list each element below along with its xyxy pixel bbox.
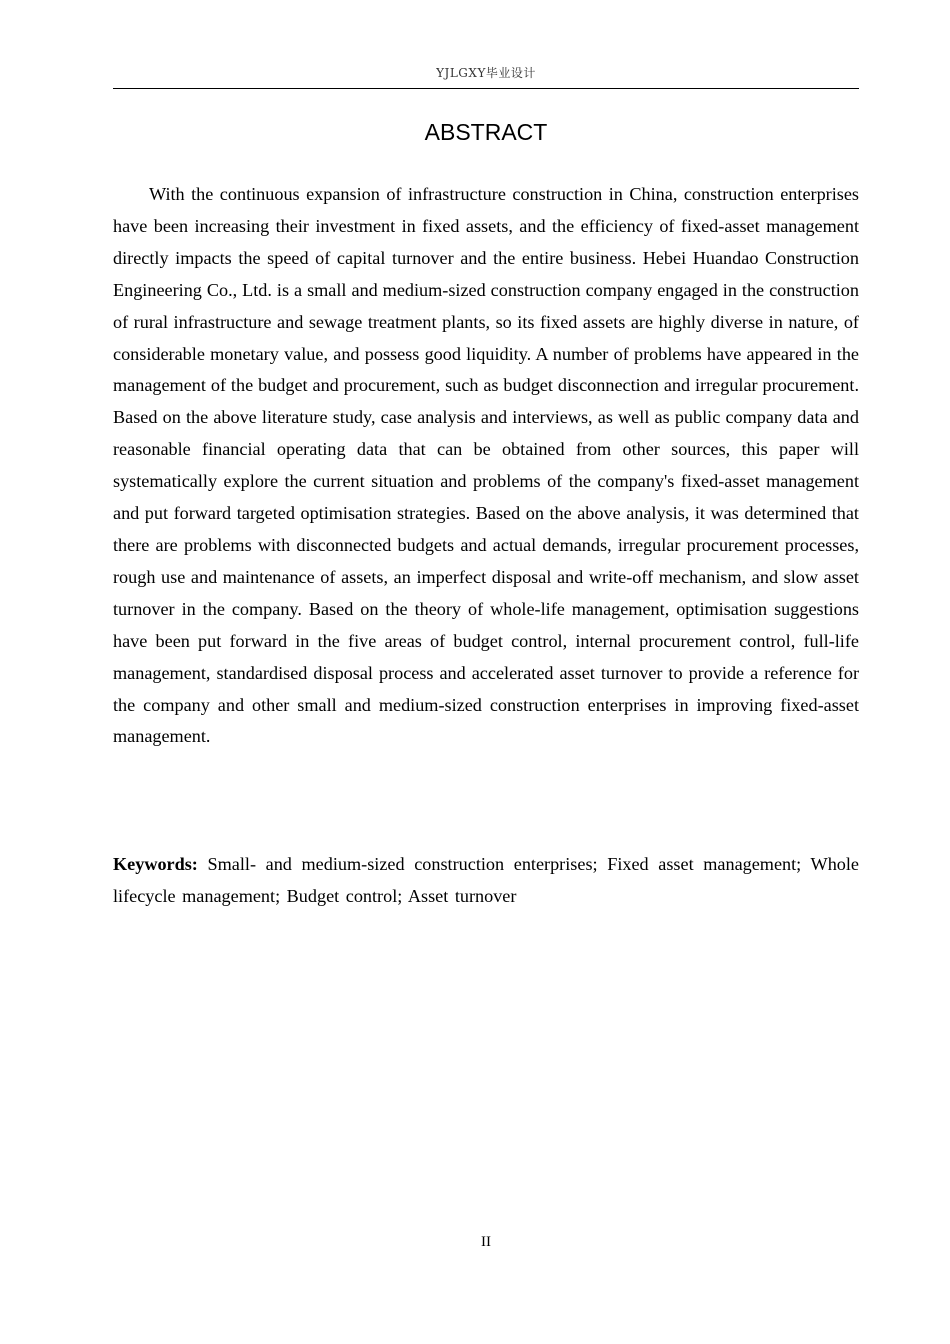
header-rule (113, 88, 859, 89)
keywords-text: Small- and medium-sized construction enterprises; Fixed asset management; Whole lifecycle management; Budget control; Asset turnover (113, 854, 860, 906)
keywords-label: Keywords: (113, 854, 198, 874)
keywords-paragraph (113, 849, 859, 913)
running-header: YJLGXY毕业设计 (436, 66, 536, 80)
abstract-title: ABSTRACT (424, 119, 548, 145)
abstract-body: With the continuous expansion of infrastructure construction in China, construction enterprises have been increasing their investment in fixed assets, and the efficiency of fixed-asset management directly impacts the speed of capital turnover and the entire business. Hebei Huandao Construction Engineering Co., Ltd. is a small and medium-sized construction company engaged in the construction of rural infrastructure and sewage treatment plants, so its fixed assets are highly diverse in nature, of considerable monetary value, and possess good liquidity. A number of problems have appeared in the management of the budget and procurement, such as budget disconnection and irregular procurement. Based on the above literature study, case analysis and interviews, as well as public company data and reasonable financial operating data that can be obtained from other sources, this paper will systematically explore the current situation and problems of the company's fixed-asset management and put forward targeted optimisation strategies. Based on the above analysis, it was determined that there are problems with disconnected budgets and actual demands, irregular procurement processes, rough use and maintenance of assets, an imperfect disposal and write-off mechanism, and slow asset turnover in the company. Based on the theory of whole-life management, optimisation suggestions have been put forward in the five areas of budget control, internal procurement control, full-life management, standardised disposal process and accelerated asset turnover to provide a reference for the company and other small and medium-sized construction enterprises in improving fixed-asset management. (113, 184, 859, 747)
page-number: II (481, 1234, 491, 1250)
